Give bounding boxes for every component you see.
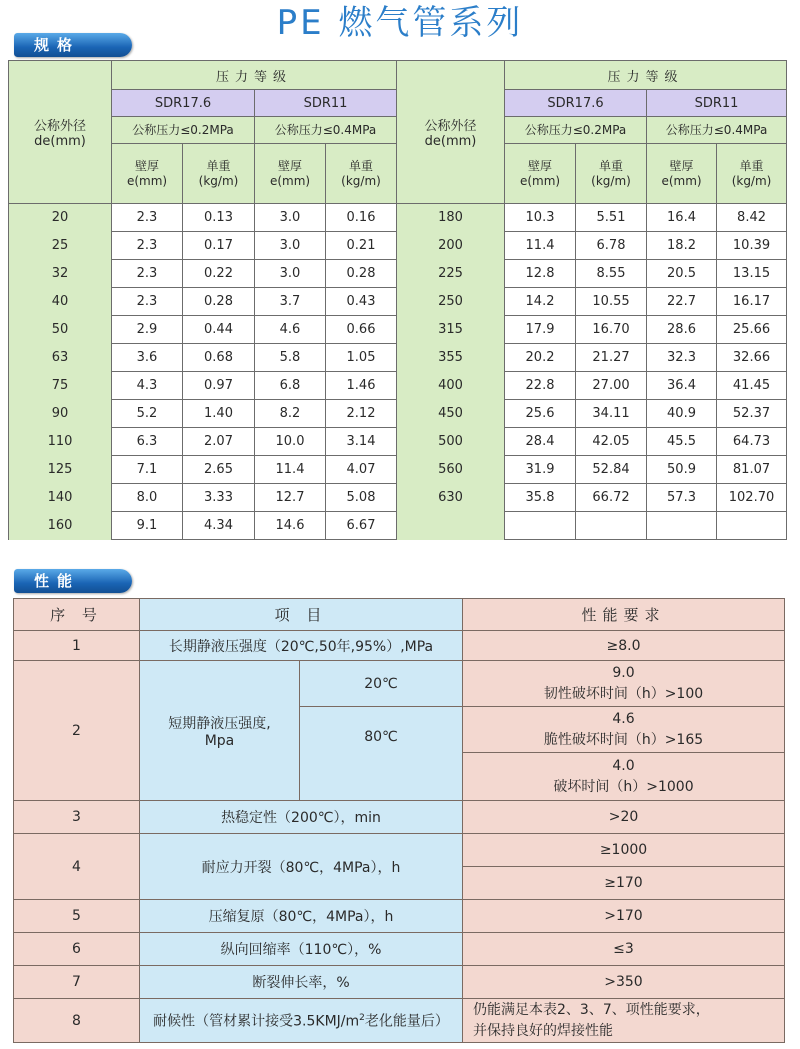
weight-cell: 32.66 <box>717 344 787 372</box>
requirement-cell: 4.6 脆性破坏时间（h）>165 <box>463 707 785 753</box>
thickness-cell: 3.7 <box>255 288 326 316</box>
od-unit: de(mm) <box>34 134 86 149</box>
weight-cell: 1.46 <box>326 372 397 400</box>
thickness-cell: 45.5 <box>647 428 717 456</box>
temperature-cell: 20℃ <box>300 661 463 707</box>
perf-row-8 <box>14 999 785 1043</box>
thickness-cell: 10.3 <box>505 204 576 232</box>
thickness-cell: 2.3 <box>112 288 183 316</box>
weight-cell: 4.07 <box>326 456 397 484</box>
performance-table <box>13 598 785 1043</box>
thickness-cell: 3.0 <box>255 232 326 260</box>
row-number: 2 <box>14 661 140 801</box>
row-number: 4 <box>14 834 140 900</box>
item-cell: 耐应力开裂（80℃，4MPa），h <box>140 834 463 900</box>
table-row <box>9 260 787 288</box>
weight-cell: 0.68 <box>183 344 255 372</box>
weight-cell: 52.37 <box>717 400 787 428</box>
requirement-cell: ≤3 <box>463 933 785 966</box>
weight-cell: 1.05 <box>326 344 397 372</box>
perf-row-7 <box>14 966 785 999</box>
requirement-cell: >20 <box>463 801 785 834</box>
table-row <box>9 288 787 316</box>
thickness-cell: 4.3 <box>112 372 183 400</box>
thickness-cell: 5.8 <box>255 344 326 372</box>
weight-header: 单重 (kg/m) <box>183 144 255 204</box>
weight-cell: 10.39 <box>717 232 787 260</box>
thickness-cell: 25.6 <box>505 400 576 428</box>
table-row <box>9 316 787 344</box>
thickness-cell: 4.6 <box>255 316 326 344</box>
od-cell: 32 <box>9 260 112 288</box>
requirement-cell: >170 <box>463 900 785 933</box>
weight-cell: 6.67 <box>326 512 397 540</box>
od-unit: de(mm) <box>424 134 477 149</box>
table-row <box>9 204 787 232</box>
pressure-04-left: 公称压力≤0.4MPa <box>255 117 397 144</box>
weight-cell: 21.27 <box>576 344 647 372</box>
thickness-cell: 5.2 <box>112 400 183 428</box>
weight-cell: 0.44 <box>183 316 255 344</box>
od-cell: 40 <box>9 288 112 316</box>
thickness-header: 壁厚 e(mm) <box>255 144 326 204</box>
thickness-cell: 2.3 <box>112 232 183 260</box>
thickness-cell: 40.9 <box>647 400 717 428</box>
weight-cell: 13.15 <box>717 260 787 288</box>
requirement-cell: 仍能满足本表2、3、7、项性能要求， 并保持良好的焊接性能 <box>463 999 785 1043</box>
weight-header: 单重 (kg/m) <box>717 144 787 204</box>
perf-row-3 <box>14 801 785 834</box>
weight-cell: 81.07 <box>717 456 787 484</box>
weight-cell: 66.72 <box>576 484 647 512</box>
requirement-cell: ≥8.0 <box>463 631 785 661</box>
thickness-cell: 2.9 <box>112 316 183 344</box>
thickness-cell: 28.6 <box>647 316 717 344</box>
thickness-cell: 6.3 <box>112 428 183 456</box>
weight-header: 单重 (kg/m) <box>326 144 397 204</box>
thickness-cell: 2.3 <box>112 204 183 232</box>
row-number: 7 <box>14 966 140 999</box>
od-cell: 450 <box>397 400 505 428</box>
table-row <box>9 400 787 428</box>
weight-cell: 0.17 <box>183 232 255 260</box>
weight-cell: 0.13 <box>183 204 255 232</box>
weight-cell: 1.40 <box>183 400 255 428</box>
table-row <box>9 484 787 512</box>
pressure-02-right: 公称压力≤0.2MPa <box>505 117 647 144</box>
od-cell: 20 <box>9 204 112 232</box>
thickness-cell: 11.4 <box>255 456 326 484</box>
pressure-02-left: 公称压力≤0.2MPa <box>112 117 255 144</box>
section-badge-perf: 性能 <box>14 569 132 593</box>
sdr11-right: SDR11 <box>647 90 787 117</box>
table-row <box>9 512 787 540</box>
weight-cell: 2.12 <box>326 400 397 428</box>
thickness-cell: 22.7 <box>647 288 717 316</box>
page-title: PE 燃气管系列 <box>276 3 524 43</box>
od-cell: 125 <box>9 456 112 484</box>
od-cell: 90 <box>9 400 112 428</box>
weight-cell: 10.55 <box>576 288 647 316</box>
weight-cell: 2.65 <box>183 456 255 484</box>
od-cell <box>397 512 505 540</box>
thickness-cell: 14.6 <box>255 512 326 540</box>
weight-cell: 0.16 <box>326 204 397 232</box>
thickness-cell: 17.9 <box>505 316 576 344</box>
header-requirement: 性能要求 <box>463 599 785 631</box>
thickness-cell: 50.9 <box>647 456 717 484</box>
od-cell: 75 <box>9 372 112 400</box>
weight-cell: 6.78 <box>576 232 647 260</box>
od-header-right <box>397 61 505 204</box>
weight-cell: 0.22 <box>183 260 255 288</box>
weight-cell: 64.73 <box>717 428 787 456</box>
thickness-cell: 3.0 <box>255 260 326 288</box>
weight-cell: 2.07 <box>183 428 255 456</box>
od-cell: 500 <box>397 428 505 456</box>
thickness-header: 壁厚 e(mm) <box>112 144 183 204</box>
weight-cell: 42.05 <box>576 428 647 456</box>
requirement-cell: >350 <box>463 966 785 999</box>
thickness-cell: 6.8 <box>255 372 326 400</box>
od-cell: 160 <box>9 512 112 540</box>
od-cell: 50 <box>9 316 112 344</box>
od-label: 公称外径 <box>33 119 86 134</box>
od-header-left <box>9 61 112 204</box>
item-cell: 长期静液压强度（20℃,50年,95%）,MPa <box>140 631 463 661</box>
sdr17-6-right: SDR17.6 <box>505 90 647 117</box>
sdr11-left: SDR11 <box>255 90 397 117</box>
row-number: 8 <box>14 999 140 1043</box>
thickness-cell: 18.2 <box>647 232 717 260</box>
requirement-cell: 4.0 破坏时间（h）>1000 <box>463 753 785 801</box>
weight-cell: 5.08 <box>326 484 397 512</box>
table-row <box>9 232 787 260</box>
od-cell: 250 <box>397 288 505 316</box>
item-cell: 断裂伸长率，% <box>140 966 463 999</box>
weight-cell: 25.66 <box>717 316 787 344</box>
thickness-cell: 12.8 <box>505 260 576 288</box>
weight-cell: 0.43 <box>326 288 397 316</box>
weight-cell: 3.14 <box>326 428 397 456</box>
row-number: 6 <box>14 933 140 966</box>
od-cell: 200 <box>397 232 505 260</box>
thickness-cell: 3.0 <box>255 204 326 232</box>
od-cell: 400 <box>397 372 505 400</box>
weight-cell <box>717 512 787 540</box>
requirement-cell: 9.0 韧性破坏时间（h）>100 <box>463 661 785 707</box>
weight-cell: 5.51 <box>576 204 647 232</box>
weight-cell: 102.70 <box>717 484 787 512</box>
od-cell: 140 <box>9 484 112 512</box>
table-row <box>9 372 787 400</box>
thickness-cell: 8.0 <box>112 484 183 512</box>
weight-cell: 34.11 <box>576 400 647 428</box>
item-cell: 短期静液压强度, Mpa <box>140 661 300 801</box>
pressure-04-right: 公称压力≤0.4MPa <box>647 117 787 144</box>
thickness-cell: 9.1 <box>112 512 183 540</box>
weight-cell: 52.84 <box>576 456 647 484</box>
thickness-cell: 35.8 <box>505 484 576 512</box>
od-cell: 180 <box>397 204 505 232</box>
thickness-cell: 2.3 <box>112 260 183 288</box>
temperature-cell: 80℃ <box>300 707 463 801</box>
item-cell: 压缩复原（80℃，4MPa），h <box>140 900 463 933</box>
header-item: 项 目 <box>140 599 463 631</box>
weight-cell: 8.42 <box>717 204 787 232</box>
perf-row-4a <box>14 834 785 867</box>
item-cell: 纵向回缩率（110℃），% <box>140 933 463 966</box>
weight-cell: 16.70 <box>576 316 647 344</box>
thickness-header: 壁厚 e(mm) <box>505 144 576 204</box>
perf-header-row <box>14 599 785 631</box>
weight-cell: 3.33 <box>183 484 255 512</box>
thickness-cell <box>505 512 576 540</box>
perf-row-6 <box>14 933 785 966</box>
thickness-cell: 31.9 <box>505 456 576 484</box>
table-row <box>9 344 787 372</box>
od-cell: 560 <box>397 456 505 484</box>
thickness-cell: 36.4 <box>647 372 717 400</box>
thickness-cell: 3.6 <box>112 344 183 372</box>
thickness-cell: 32.3 <box>647 344 717 372</box>
thickness-header: 壁厚 e(mm) <box>647 144 717 204</box>
od-cell: 355 <box>397 344 505 372</box>
weight-header: 单重 (kg/m) <box>576 144 647 204</box>
weight-cell: 16.17 <box>717 288 787 316</box>
weight-cell <box>576 512 647 540</box>
weight-cell: 41.45 <box>717 372 787 400</box>
weight-cell: 0.28 <box>326 260 397 288</box>
weight-cell: 4.34 <box>183 512 255 540</box>
item-cell: 热稳定性（200℃），min <box>140 801 463 834</box>
table-row <box>9 456 787 484</box>
row-number: 1 <box>14 631 140 661</box>
od-label: 公称外径 <box>424 119 477 134</box>
weight-cell: 0.97 <box>183 372 255 400</box>
od-cell: 25 <box>9 232 112 260</box>
weight-cell: 0.66 <box>326 316 397 344</box>
section-badge-spec: 规格 <box>14 33 132 57</box>
requirement-cell: ≥1000 <box>463 834 785 867</box>
thickness-cell: 16.4 <box>647 204 717 232</box>
row-number: 3 <box>14 801 140 834</box>
perf-row-5 <box>14 900 785 933</box>
od-cell: 630 <box>397 484 505 512</box>
thickness-cell: 20.5 <box>647 260 717 288</box>
weight-cell: 8.55 <box>576 260 647 288</box>
thickness-cell: 14.2 <box>505 288 576 316</box>
od-cell: 63 <box>9 344 112 372</box>
od-cell: 225 <box>397 260 505 288</box>
od-cell: 110 <box>9 428 112 456</box>
thickness-cell: 8.2 <box>255 400 326 428</box>
thickness-cell: 28.4 <box>505 428 576 456</box>
row-number: 5 <box>14 900 140 933</box>
spec-table <box>8 60 787 540</box>
table-row <box>9 428 787 456</box>
thickness-cell <box>647 512 717 540</box>
perf-row-2a <box>14 661 785 707</box>
sdr17-6-left: SDR17.6 <box>112 90 255 117</box>
weight-cell: 0.21 <box>326 232 397 260</box>
thickness-cell: 22.8 <box>505 372 576 400</box>
requirement-cell: ≥170 <box>463 867 785 900</box>
pressure-grade-left: 压力等级 <box>112 61 397 90</box>
thickness-cell: 11.4 <box>505 232 576 260</box>
thickness-cell: 57.3 <box>647 484 717 512</box>
thickness-cell: 12.7 <box>255 484 326 512</box>
thickness-cell: 7.1 <box>112 456 183 484</box>
thickness-cell: 10.0 <box>255 428 326 456</box>
weight-cell: 0.28 <box>183 288 255 316</box>
od-cell: 315 <box>397 316 505 344</box>
item-cell: 耐候性（管材累计接受$3.5KMJ/m^2$老化能量后） <box>140 999 463 1043</box>
pressure-grade-right: 压力等级 <box>505 61 787 90</box>
header-no: 序 号 <box>14 599 140 631</box>
thickness-cell: 20.2 <box>505 344 576 372</box>
weight-cell: 27.00 <box>576 372 647 400</box>
perf-row-1 <box>14 631 785 661</box>
